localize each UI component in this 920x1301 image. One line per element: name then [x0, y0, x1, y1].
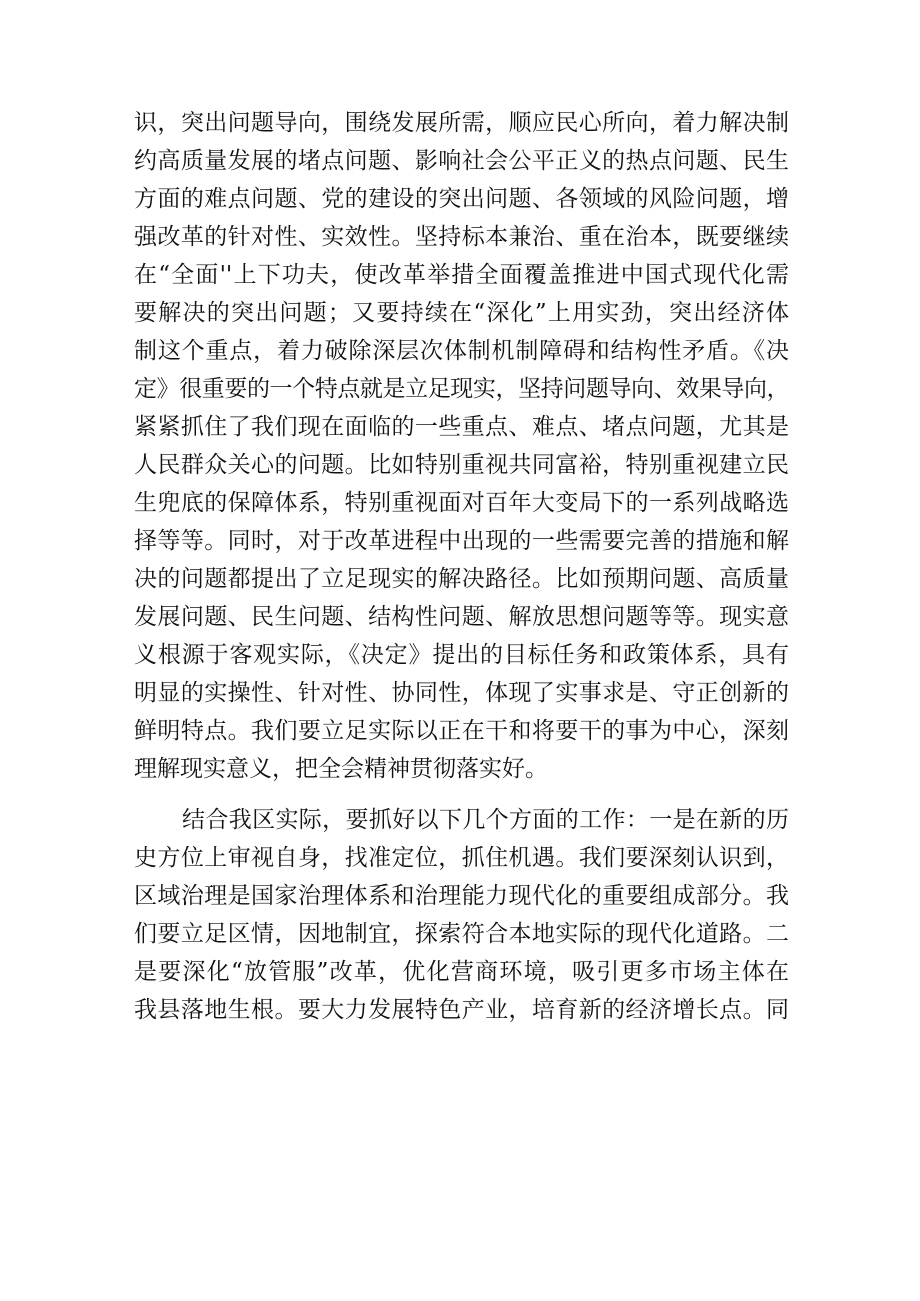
text-line: 择等等。同时，对于改革进程中出现的一些需要完善的措施和解: [134, 528, 789, 554]
text-line: 决的问题都提出了立足现实的解决路径。比如预期问题、高质量: [134, 566, 789, 592]
text-line: 生兜底的保障体系，特别重视面对百年大变局下的一系列战略选: [134, 490, 789, 516]
text-line: 史方位上审视自身，找准定位，抓住机遇。我们要深刻认识到，: [134, 845, 789, 871]
text-line: 定》很重要的一个特点就是立足现实，坚持问题导向、效果导向，: [134, 376, 789, 402]
text-line: 结合我区实际，要抓好以下几个方面的工作：一是在新的历: [182, 807, 789, 833]
text-line: 人民群众关心的问题。比如特别重视共同富裕，特别重视建立民: [134, 452, 789, 478]
text-line: 是要深化“放管服”改革，优化营商环境，吸引更多市场主体在: [134, 959, 789, 985]
text-line: 约高质量发展的堵点问题、影响社会公平正义的热点问题、民生: [134, 148, 789, 174]
text-line: 发展问题、民生问题、结构性问题、解放思想问题等等。现实意: [134, 604, 789, 630]
text-line: 明显的实操性、针对性、协同性，体现了实事求是、守正创新的: [134, 680, 789, 706]
text-line: 义根源于客观实际，《决定》提出的目标任务和政策体系，具有: [134, 642, 789, 668]
text-line: 紧紧抓住了我们现在面临的一些重点、难点、堵点问题，尤其是: [134, 414, 789, 440]
text-line: 要解决的突出问题；又要持续在“深化”上用实劲，突出经济体: [134, 300, 789, 326]
text-line: 识，突出问题导向，围绕发展所需，顺应民心所向，着力解决制: [134, 110, 789, 136]
text-line: 鲜明特点。我们要立足实际以正在干和将要干的事为中心，深刻: [134, 718, 789, 744]
text-line: 理解现实意义，把全会精神贯彻落实好。: [134, 756, 548, 782]
text-line: 制这个重点，着力破除深层次体制机制障碍和结构性矛盾。《决: [134, 338, 789, 364]
text-line: 区域治理是国家治理体系和治理能力现代化的重要组成部分。我: [134, 883, 789, 909]
text-line: 我县落地生根。要大力发展特色产业，培育新的经济增长点。同: [134, 997, 789, 1023]
text-line: 方面的难点问题、党的建设的突出问题、各领域的风险问题，增: [134, 186, 789, 212]
text-line: 在“全面''上下功夫，使改革举措全面覆盖推进中国式现代化需: [134, 262, 789, 288]
text-line: 强改革的针对性、实效性。坚持标本兼治、重在治本，既要继续: [134, 224, 789, 250]
text-line: 们要立足区情，因地制宜，探索符合本地实际的现代化道路。二: [134, 921, 789, 947]
